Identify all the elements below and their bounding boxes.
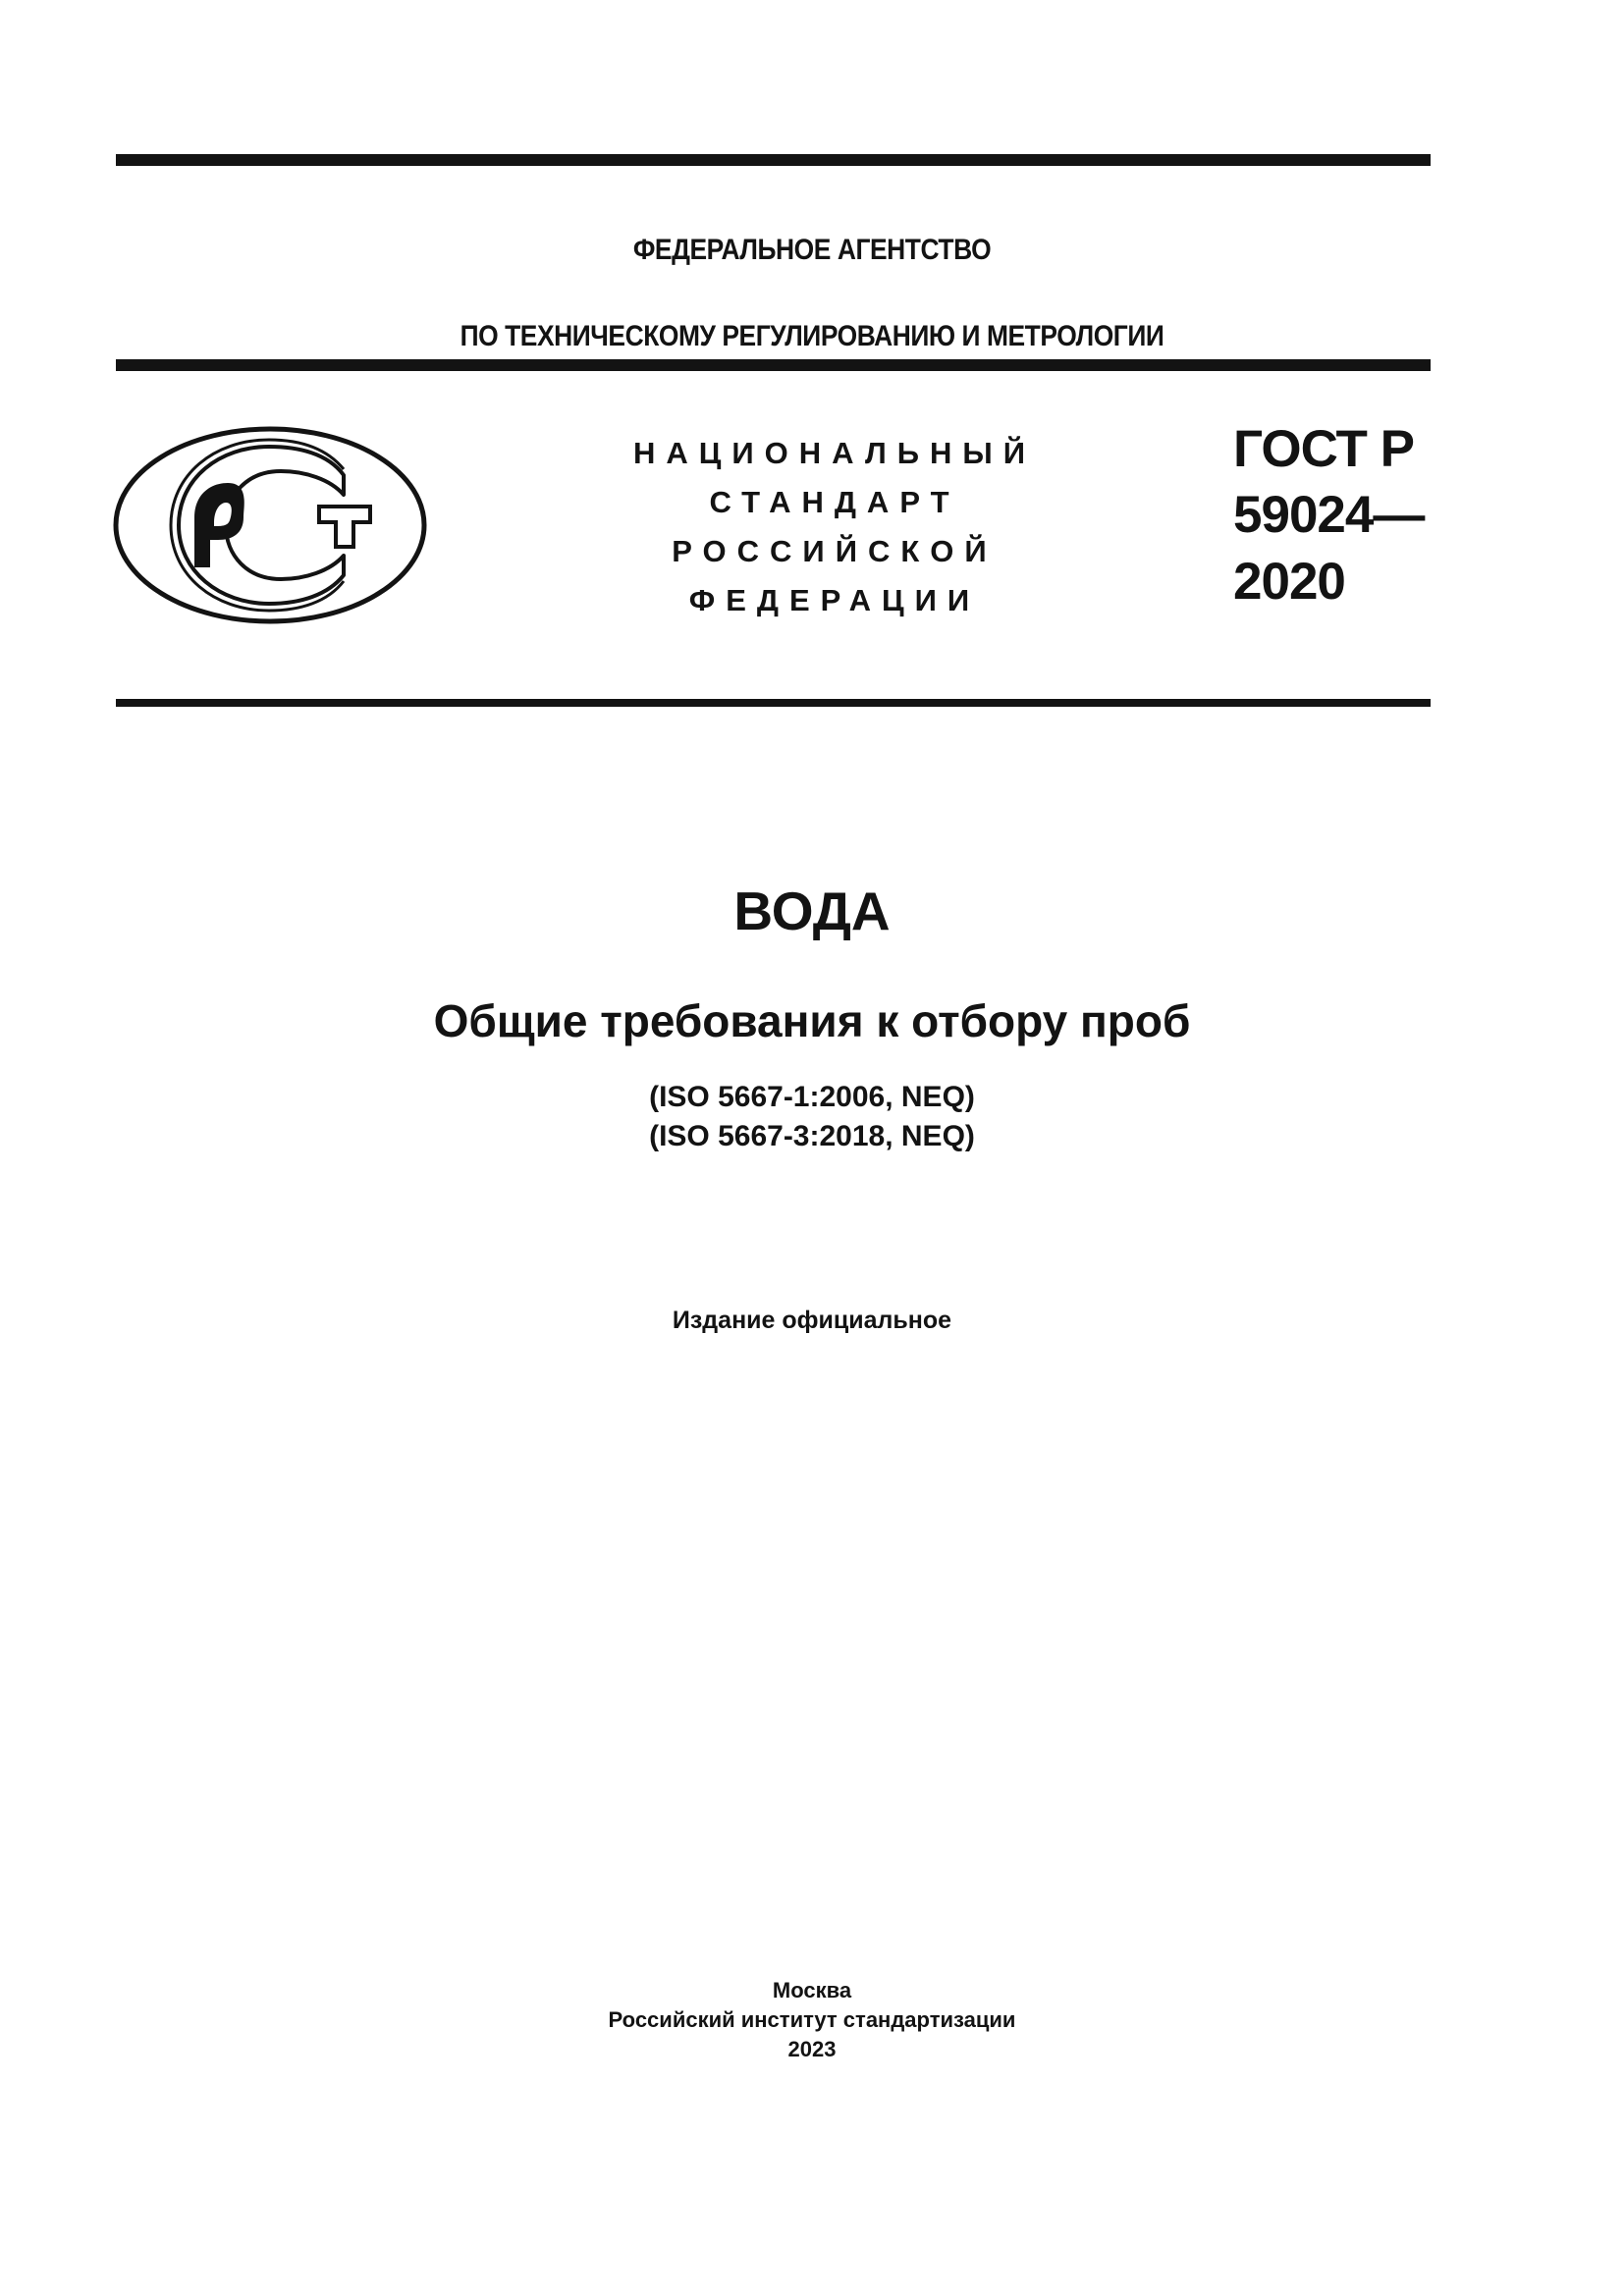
standard-type-line-2: СТАНДАРТ <box>709 485 960 519</box>
edition-label: Издание официальное <box>672 1307 952 1334</box>
designation-year: 2020 <box>1233 553 1345 611</box>
header-rule <box>116 359 1431 371</box>
standard-type-line-1: НАЦИОНАЛЬНЫЙ <box>632 436 1037 470</box>
standard-type-line-4: ФЕДЕРАЦИИ <box>688 583 981 617</box>
document-subtitle: Общие требования к отбору проб <box>433 995 1191 1046</box>
top-rule <box>116 154 1431 166</box>
imprint-year: 2023 <box>787 2037 837 2061</box>
agency-name-line-1: ФЕДЕРАЛЬНОЕ АГЕНТСТВО <box>632 234 992 266</box>
designation-prefix: ГОСТ Р <box>1233 420 1414 478</box>
imprint-city: Москва <box>772 1978 852 2002</box>
document-title: ВОДА <box>733 881 891 941</box>
designation-number: 59024— <box>1233 486 1425 544</box>
iso-reference-2: (ISO 5667-3:2018, NEQ) <box>649 1120 975 1152</box>
gost-r-certification-mark-icon <box>112 424 430 626</box>
imprint-publisher: Российский институт стандартизации <box>608 2007 1016 2032</box>
iso-reference-1: (ISO 5667-1:2006, NEQ) <box>649 1081 975 1113</box>
agency-name-line-2: ПО ТЕХНИЧЕСКОМУ РЕГУЛИРОВАНИЮ И МЕТРОЛОГИИ <box>460 320 1164 352</box>
standard-type-line-3: РОССИЙСКОЙ <box>672 534 998 568</box>
designation-rule <box>116 699 1431 707</box>
